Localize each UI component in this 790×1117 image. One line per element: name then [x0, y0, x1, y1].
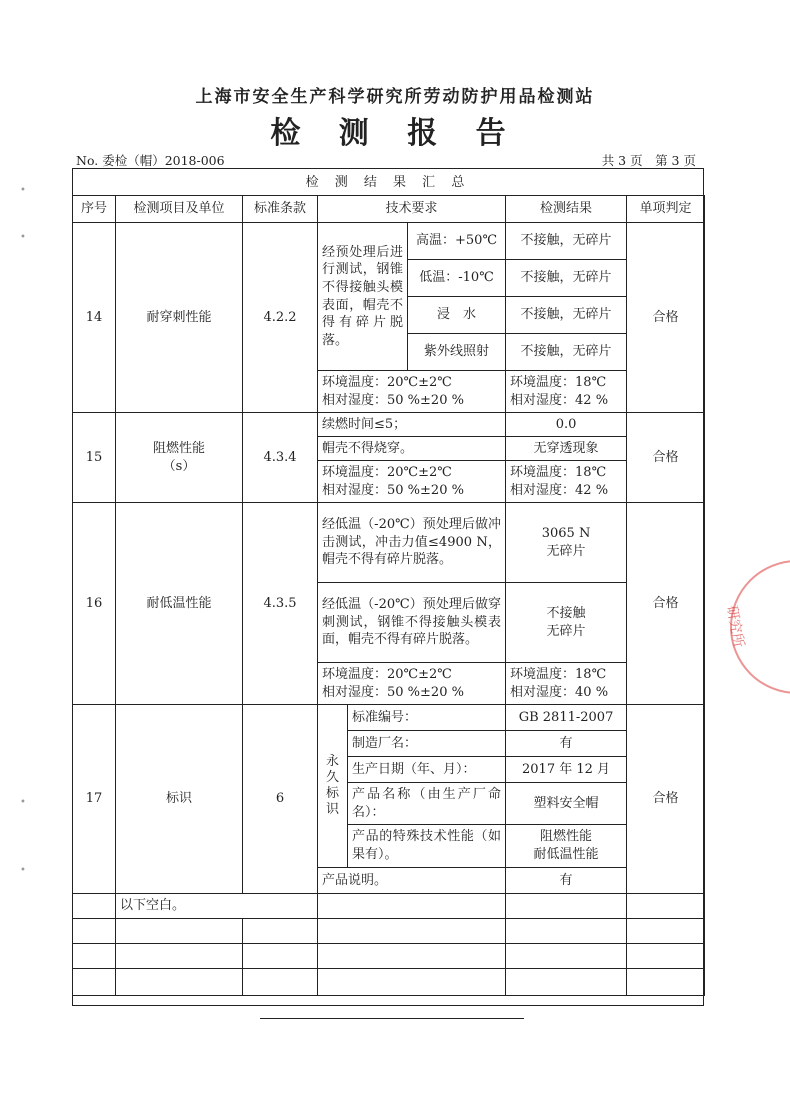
result-cell: 塑料安全帽: [506, 783, 627, 825]
results-table: [72, 195, 705, 996]
seal-text: 研究所: [723, 604, 747, 649]
result-cell: 不接触，无碎片: [506, 297, 627, 334]
env-result: 环境温度：18℃ 相对湿度：42 %: [506, 371, 627, 413]
report-title: 检 测 报 告: [270, 116, 520, 151]
requirement-text: 生产日期（年、月）：: [348, 757, 506, 783]
env-result: 环境温度：18℃ 相对湿度：40 %: [506, 663, 627, 705]
margin-mark: •: [20, 865, 26, 876]
result-cell: 有: [506, 731, 627, 757]
requirement-text: 标准编号：: [348, 705, 506, 731]
item-number: 14: [73, 223, 116, 413]
requirement-text: 产品名称（由生产厂命名）：: [348, 783, 506, 825]
verdict: 合格: [627, 223, 705, 413]
item-clause: 4.3.5: [243, 503, 318, 705]
condition-label: 浸 水: [408, 297, 506, 334]
permanent-mark-label: 永 久 标 识: [318, 705, 348, 868]
result-cell: 阻燃性能 耐低温性能: [506, 825, 627, 868]
organization-name: 上海市安全生产科学研究所劳动防护用品检测站: [195, 87, 595, 107]
result-cell: 3065 N 无碎片: [506, 503, 627, 583]
table-row: [73, 503, 705, 583]
requirement-text: 经低温（-20℃）预处理后做穿刺测试，钢锥不得接触头模表面，帽壳不得有碎片脱落。: [318, 583, 506, 663]
header-cell: 序号: [73, 196, 116, 223]
requirement-text: 经预处理后进行测试，钢锥不得接触头模表面，帽壳不得有碎片脱落。: [318, 223, 408, 371]
item-clause: 6: [243, 705, 318, 894]
margin-mark: •: [20, 797, 26, 808]
summary-heading: 检 测 结 果 汇 总: [305, 175, 471, 190]
requirement-text: 制造厂名：: [348, 731, 506, 757]
env-result: 环境温度：18℃ 相对湿度：42 %: [506, 461, 627, 503]
result-cell: 2017 年 12 月: [506, 757, 627, 783]
item-name: 阻燃性能 （s）: [116, 413, 243, 503]
requirement-text: 经低温（-20℃）预处理后做冲击测试，冲击力值≤4900 N，帽壳不得有碎片脱落。: [318, 503, 506, 583]
requirement-text: 产品的特殊技术性能（如果有）。: [348, 825, 506, 868]
item-number: 17: [73, 705, 116, 894]
margin-mark: •: [20, 232, 26, 243]
item-clause: 4.2.2: [243, 223, 318, 413]
env-requirement: 环境温度：20℃±2℃ 相对湿度：50 %±20 %: [318, 371, 506, 413]
result-cell: GB 2811-2007: [506, 705, 627, 731]
requirement-text: 续燃时间≤5；: [318, 413, 506, 437]
verdict: 合格: [627, 705, 705, 894]
closing-note: 以下空白。: [116, 894, 318, 919]
condition-label: 紫外线照射: [408, 334, 506, 371]
page-info: 共 3 页 第 3 页: [601, 153, 696, 168]
header-row: [73, 196, 705, 223]
verdict: 合格: [627, 503, 705, 705]
table-row: [73, 944, 705, 969]
signature-line: [260, 1018, 524, 1019]
condition-label: 低温：-10℃: [408, 260, 506, 297]
env-requirement: 环境温度：20℃±2℃ 相对湿度：50 %±20 %: [318, 663, 506, 705]
header-cell: 标准条款: [243, 196, 318, 223]
item-name: 耐低温性能: [116, 503, 243, 705]
result-cell: 不接触，无碎片: [506, 260, 627, 297]
header-cell: 检测项目及单位: [116, 196, 243, 223]
table-row: [73, 894, 705, 919]
item-number: 15: [73, 413, 116, 503]
result-cell: 有: [506, 868, 627, 894]
table-row: [73, 919, 705, 944]
table-row: [73, 413, 705, 437]
verdict: 合格: [627, 413, 705, 503]
result-cell: 不接触 无碎片: [506, 583, 627, 663]
header-cell: 检测结果: [506, 196, 627, 223]
margin-mark: •: [20, 185, 26, 196]
env-requirement: 环境温度：20℃±2℃ 相对湿度：50 %±20 %: [318, 461, 506, 503]
result-cell: 不接触，无碎片: [506, 223, 627, 260]
result-cell: 不接触，无碎片: [506, 334, 627, 371]
requirement-text: 产品说明。: [318, 868, 506, 894]
header-cell: 单项判定: [627, 196, 705, 223]
table-row: [73, 705, 705, 731]
report-number: No. 委检（帽）2018-006: [76, 153, 225, 168]
requirement-text: 帽壳不得烧穿。: [318, 437, 506, 461]
item-clause: 4.3.4: [243, 413, 318, 503]
condition-label: 高温：+50℃: [408, 223, 506, 260]
table-row: [73, 969, 705, 996]
item-name: 标识: [116, 705, 243, 894]
item-name: 耐穿刺性能: [116, 223, 243, 413]
item-number: 16: [73, 503, 116, 705]
result-cell: 无穿透现象: [506, 437, 627, 461]
table-row: [73, 223, 705, 260]
result-cell: 0.0: [506, 413, 627, 437]
header-cell: 技术要求: [318, 196, 506, 223]
